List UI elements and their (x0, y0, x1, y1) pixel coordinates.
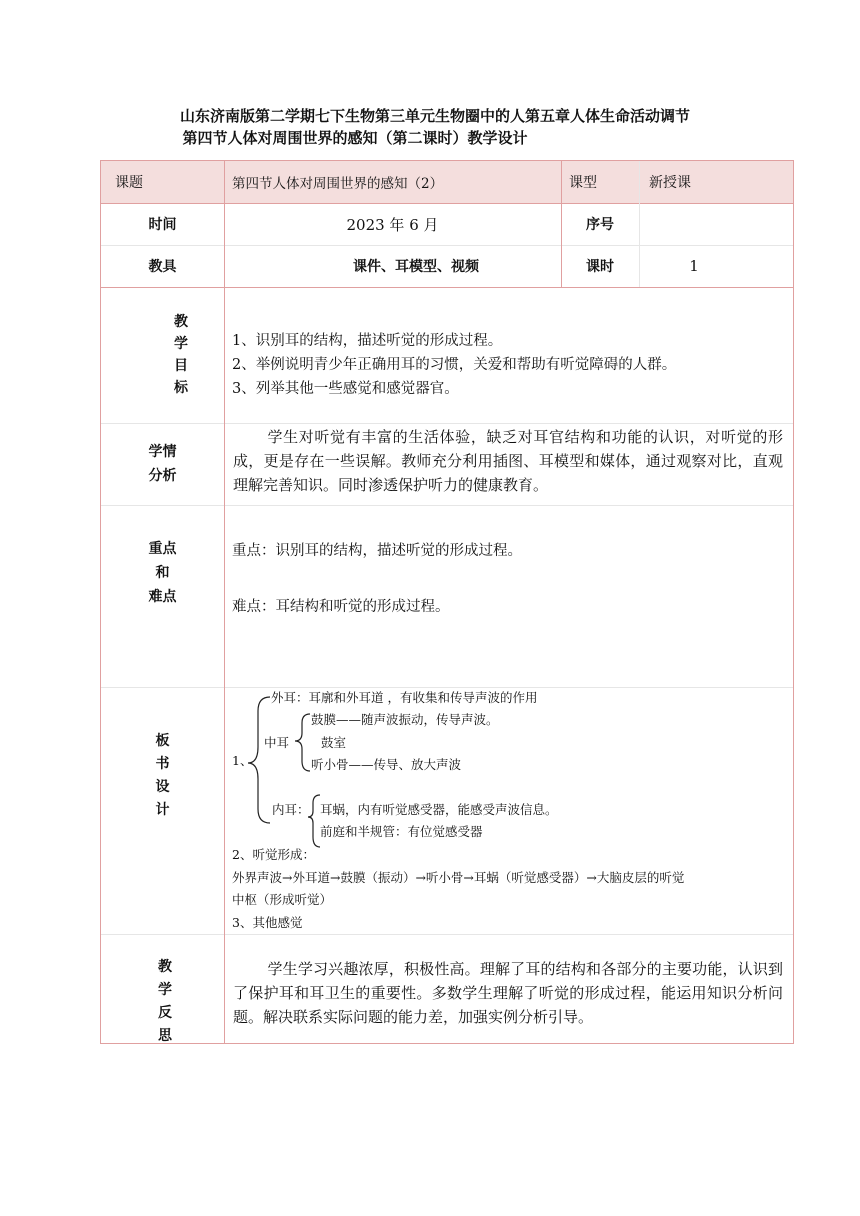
sequence-label: 序号 (586, 217, 614, 233)
tools-value: 课件、耳模型、视频 (353, 259, 479, 275)
key-point-text: 重点：识别耳的结构，描述听觉的形成过程。 (232, 543, 522, 559)
topic-value: 第四节人体对周围世界的感知（2） (232, 176, 444, 192)
time-value: 2023 年 6 月 (346, 215, 439, 234)
hours-value: 1 (689, 257, 699, 275)
goal-item: 3、列举其他一些感觉和感觉器官。 (232, 381, 459, 397)
board-cochlea: 耳蜗，内有听觉感受器，能感受声波信息。 (320, 802, 558, 817)
board-ossicles: 听小骨——传导、放大声波 (311, 757, 462, 772)
keypoints-label: 重点 和 难点 (148, 541, 177, 605)
document-title-line2: 第四节人体对周围世界的感知（第二课时）教学设计 (182, 129, 528, 147)
topic-label: 课题 (115, 175, 143, 191)
analysis-label: 学情 分析 (148, 444, 177, 484)
lesson-plan-table (100, 160, 794, 1044)
board-path-line2: 中枢（形成听觉） (232, 892, 333, 907)
reflection-label: 教 学 反 思 (158, 959, 172, 1044)
goals-label: 教 学 目 标 (174, 314, 188, 396)
difficult-point-text: 难点：耳结构和听觉的形成过程。 (232, 599, 450, 615)
goals-list (224, 329, 793, 401)
board-path-line1: 外界声波→外耳道→鼓膜（振动）→听小骨→耳蜗（听觉感受器）→大脑皮层的听觉 (232, 870, 685, 885)
board-tympanic: 鼓室 (321, 735, 347, 750)
goal-item: 1、识别耳的结构，描述听觉的形成过程。 (232, 333, 503, 349)
board-middle-ear: 中耳 (264, 735, 290, 750)
hours-label: 课时 (586, 259, 614, 275)
tools-label: 教具 (148, 259, 177, 275)
reflection-text: 学生学习兴趣浓厚，积极性高。理解了耳的结构和各部分的主要功能，认识到了保护耳和耳卫生的重要性。多数学生理解了听觉的形成过程，能运用知识分析问题。解决联系实际问题的能力差，加强实例分析引导。 (233, 960, 783, 1026)
goal-item: 2、举例说明青少年正确用耳的习惯，关爱和帮助有听觉障碍的人群。 (232, 357, 677, 373)
board-outer-ear: 外耳：耳廓和外耳道 ，有收集和传导声波的作用 (271, 690, 538, 705)
sequence-value (639, 203, 793, 245)
board-num3: 3、其他感觉 (232, 915, 303, 930)
type-label: 课型 (569, 175, 597, 191)
board-num2: 2、听觉形成： (232, 847, 315, 862)
board-inner-ear: 内耳： (272, 802, 310, 817)
analysis-text: 学生对听觉有丰富的生活体验，缺乏对耳官结构和功能的认识，对听觉的形成，更是存在一些误解。教师充分利用插图、耳模型和媒体，通过观察对比，直观理解完善知识。同时渗透保护听力的健康教育。 (233, 428, 783, 494)
board-num1: 1、 (232, 753, 253, 768)
board-label: 板 书 设 计 (155, 733, 170, 818)
time-label: 时间 (148, 217, 177, 233)
type-value: 新授课 (649, 175, 691, 191)
board-eardrum: 鼓膜——随声波振动，传导声波。 (311, 712, 499, 727)
board-vestibule: 前庭和半规管：有位觉感受器 (320, 824, 483, 839)
document-title-line1: 山东济南版第二学期七下生物第三单元生物圈中的人第五章人体生命活动调节 (179, 107, 690, 125)
